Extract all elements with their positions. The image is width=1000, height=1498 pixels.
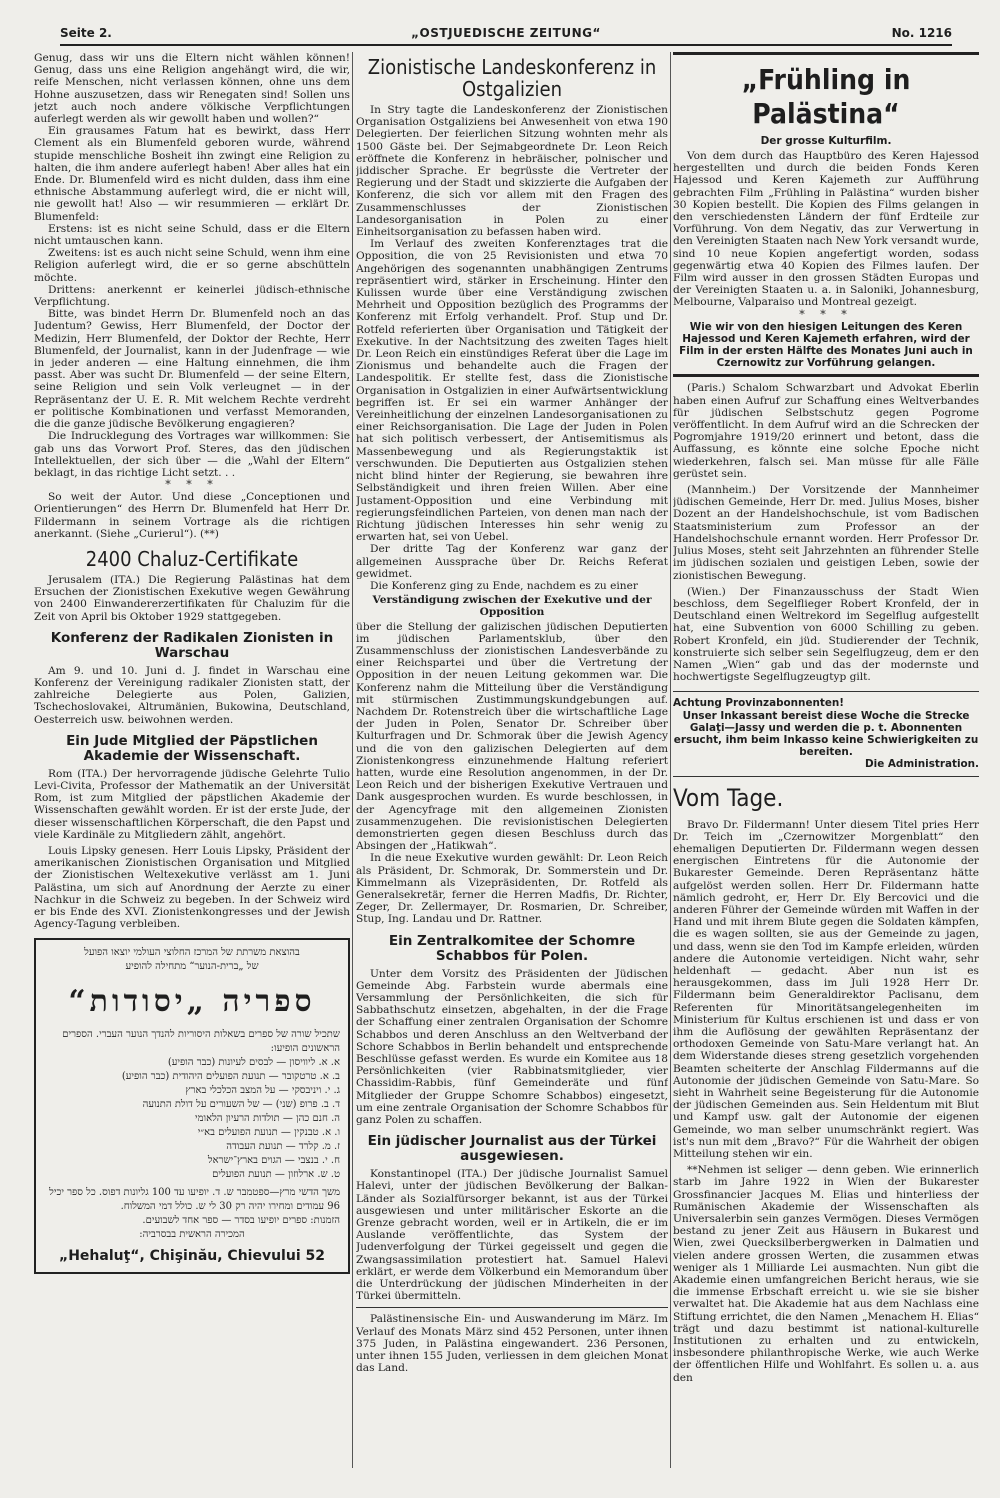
column-2 (356, 52, 668, 1472)
ad-footer: „Hehaluţ“, Chişinău, Chievului 52 (59, 1248, 325, 1265)
ad-item: ב. א. טרטקובר — תנועת הפועלים היהודית (כבר הופיע) (121, 1071, 340, 1083)
akademie-headline: Ein Jude Mitglied der Päpstlichen Akademie der Wissenschaft. (66, 732, 318, 764)
chaluz-text: Jerusalem (ITA.) Die Regierung Palästinas hat dem Ersuchen der Zionistischen Exekutive wegen Gewährung von 2400 Einwandererzertifikaten für Chaluzim für die Zeit von April bis Oktober 1929 stattgegeben. (34, 573, 350, 623)
ad-item: ד. ב. פרופ (שני) — של השעורים על דולת התנועה (142, 1099, 340, 1111)
film-note: Wie wir von den hiesigen Leitungen des Keren Hajessod und Keren Kajemeth erfahren, wird der Film in der ersten Hälfte des Monates Juni auch in Czernowitz zur Vorführung gelangen. (679, 320, 973, 370)
article-paragraph: Im Verlauf des zweiten Konferenztages trat die Opposition, die von 25 Revisionisten und etwa 70 Angehörigen des sogenannten unabhängigen Zentrums repräsentiert wird, stärker in Erscheinung. Hinter den Kulissen wurde über eine Verständigung zwischen Mehrheit und Opposition bezüglich des Programms der Konferenz mit Erfolg verhandelt. Prof. Stup und Dr. Rotfeld referierten über Organisation und Tätigkeit der Exekutive. In der Nachtsitzung des zweiten Tages hielt Dr. Leon Reich ein einstündiges Referat über die Lage im Zionismus und behandelte auch die Fragen der Landespolitik. Er stellte fest, dass die Zionistische Organisation in Ostgalizien in einer Aufwärtsentwicklung begriffen ist. Er sei ein warmer Anhänger der Vereinheitlichung der einzelnen Landesorganisationen zu einer Reichsorganisation. Die Lage der Juden in Polen hat sich politisch verbessert, der Antisemitismus als Massenbewegung und als Regierungstaktik ist verschwunden. Die Deputierten aus Ostgalizien stehen nicht blind hinter der Regierung, sie bewahren ihre Selbständigkeit und ihren freien Willen. Aber eine Justament-Opposition und eine Verbindung mit regierungsfeindlichen Parteien, von denen man nach der Richtung jüdischen Interesses hin sehr wenig zu erwarten hat, sei von Uebel. (356, 238, 668, 544)
tuerkei-text: Konstantinopel (ITA.) Der jüdische Journalist Samuel Halevi, unter der jüdischen Bevölkerung der Balkan-Länder als Sozialfürsorger bekannt, ist aus der Türkei ausgewiesen und unter militärischer Eskorte an die Grenze gebracht worden, weil er in Artikeln, die er im Auslande veröffentlichte, das System der Judenverfolgung der Türkei gegeisselt und gegen die Zwangsassimilation protestiert hat. Samuel Halevi erklärt, er werde dem Völkerbund ein Memorandum über die Unterdrückung der jüdischen Minderheiten in der Türkei übermitteln. (356, 1168, 668, 1303)
section-stars: * * * (165, 478, 219, 492)
article-paragraph: Bitte, was bindet Herrn Dr. Blumenfeld noch an das Judentum? Gewiss, Herr Blumenfeld, der Doctor der Medizin, Herr Blumenfeld, der Doktor der Rechte, Herr Blumenfeld, der Journalist, kann in der Judenfrage — wie in jeder anderen — eine Haltung einnehmen, die ihm passt. Aber was sucht Dr. Blumenfeld — der seine Eltern, seine Religion und sein Volk verleugnet — in der Repräsentanz der U. E. R. Mit welchem Rechte verdreht er politische Kombinationen und verfasst Memoranden, die die ganze jüdische Bevölkerung engagieren? (34, 308, 350, 431)
ad-title: ספריה „יסודות“ (68, 984, 316, 1020)
article-paragraph: Erstens: ist es nicht seine Schuld, dass er die Eltern nicht umtauschen kann. (34, 222, 350, 248)
newspaper-title: „OSTJUEDISCHE ZEITUNG“ (411, 26, 601, 40)
lipsky-text: Louis Lipsky genesen. Herr Louis Lipsky, Präsident der amerikanischen Zionistischen Organisation und Mitglied der Zionistischen Weltexekutive verlässt am 1. Juni Palästina, um sich auf Anordnung der Aerzte zu einer Nachkur in die Schweiz zu begeben. In der Schweiz wird er bis Ende des XVI. Zionistenkongresses und der Jewish Agency-Tagung verbleiben. (34, 844, 350, 931)
chaluz-headline: 2400 Chaluz-Certifikate (85, 546, 299, 571)
page-number: Seite 2. (60, 26, 112, 40)
ad-item: ח. י. בנצבי — הגוים בארץ־ישראל (207, 1155, 340, 1167)
inkasso-lead: Achtung Provinzabonnenten! (673, 697, 845, 710)
news-mannheim: (Mannheim.) Der Vorsitzende der Mannheimer jüdischen Gemeinde, Herr Dr. med. Julius Moses, bisher Dozent an der Handelshochschule, ist vom Badischen Staatsministerium zum Professor an der Handelshochschule ernannt worden. Herr Professor Dr. Julius Moses, steht seit Jahrzehnten an führender Stelle im jüdischen sozialen und geistigen Leben, sowie der zionistischen Bewegung. (673, 484, 979, 582)
film-text: Von dem durch das Hauptbüro des Keren Hajessod hergestellten und durch die beiden Fonds Keren Hajessod und Keren Kajemeth zur Aufführung gebrachten Film „Frühling in Palästina“ wurden bisher 30 Kopien bestellt. Die Kopien des Films gelangen in den verschiedensten Ländern der fünf Erdteile zur Vorführung. Von dem Negativ, das zur Verwertung in den Vereinigten Staaten nach New York versandt wurde, sind 10 neue Kopien angefertigt worden, sodass gegenwärtig etwa 40 Kopien des Filmes laufen. Der Film wird ausser in den grossen Städten Europas und der Vereinigten Staaten u. a. in Saloniki, Johannesburg, Melbourne, Valparaiso und Montreal gezeigt. (673, 150, 979, 309)
ad-item: ה. חנם כהן — תולדות הרעיון הלאומי (195, 1113, 340, 1125)
ad-intro: שתכיל שורה של ספרים בשאלות היסוריות להנדך הנוער העברי. הספרים הראשונים הופיעו: (62, 1029, 340, 1055)
ad-item: ו. א. טבנקין — תנועת הפועלים בא״י (197, 1127, 340, 1139)
vom-tage-paragraph: Bravo Dr. Fildermann! Unter diesem Titel pries Herr Dr. Teich im „Czernowitzer Morgenblatt“ den ehemaligen Deputierten Dr. Fildermann wegen dessen energischen Eintretens für die Autonomie der Bukarester Gemeinde. Deren Repräsentanz hätte aufgelöst werden sollen. Herr Dr. Fildermann hatte nämlich gedroht, er, Herr Dr. Ely Bercovici und die anderen Führer der Gemeinde würden mit Waffen in der Hand und mit ihrem Blute gegen die Soldaten kämpfen, die es wagen sollten, sie aus der Gemeinde zu jagen, und dass, wenn sie den Tod im Kampfe erleiden, würden andere die Autonomie verteidigen. Nicht wahr, sehr heldenhaft — gedacht. Aber nun ist es herausgekommen, dass im Juli 1928 Herr Dr. Fildermann beim Generaldirektor Paclisanu, dem Referenten für Minoritätsangelegenheiten im Ministerium für Kultus erschienen ist und dass er von ihm die Auflösung der gewählten Repräsentanz der orthodoxen Gemeinde von Satu-Mare verlangt hat. An dem Widerstande dieses streng gesetzlich vorgehenden Beamten scheiterte der Anschlag Fildermanns auf die Autonomie der jüdischen Gemeinde von Satu-Mare. So sieht in Wahrheit seine Begeisterung für die Autonomie der jüdischen Gemeinden aus. Sein Heldentum mit Blut und Kampf usw. galt der Autonomie der eigenen Gemeinde, wo man selber unumschränkt regiert. Was ist's nun mit dem „Bravo?“ Für die Wahrheit der obigen Mitteilung stehen wir ein. (673, 818, 979, 1161)
article-paragraph: Die Indrucklegung des Vortrages war willkommen: Sie gab uns das Vorwort Prof. Steres, das den jüdischen Intellektuellen, der sich über — die „Wahl der Eltern“ beklagt, in das richtige Licht setzt. . . (34, 430, 350, 479)
film-subtitle: Der grosse Kulturfilm. (760, 135, 892, 147)
ad-orders: הזמנות: ספרים יופיעו בסדר — ספר אחד לשבועים. (142, 1215, 340, 1227)
hehalut-advertisement (34, 938, 350, 1274)
schomre-headline: Ein Zentralkomitee der Schomre Schabbos für Polen. (388, 932, 636, 964)
article-paragraph: über die Stellung der galizischen jüdischen Deputierten im jüdischen Parlamentsklub, über den Zusammenschluss der zionistischen Landesverbände zu einer Reichspartei und über die Vertretung der Opposition in der neuen Leitung gekommen war. Die Konferenz nahm die Mitteilung über die Verständigung mit stürmischen Zustimmungskundgebungen auf. Nachdem Dr. Rotenstreich über die wirtschaftliche Lage der Juden in Polen, Senator Dr. Schreiber über Kulturfragen und Dr. Schmorak über die Jewish Agency und die von den galizischen Delegierten auf dem Zionistenkongress einzunehmende Haltung referiert hatten, wurde eine Resolution angenommen, in der Dr. Leon Reich und der bisherigen Exekutive Vertrauen und Dank ausgesprochen wurden. Es wurde beschlossen, in der Agencyfrage mit den allgemeinen Zionisten zusammenzugehen. Die revisionistischen Delegierten demonstrierten gegen diesen Beschluss durch das Absingen der „Hatikwah“. (356, 620, 668, 853)
landeskonferenz-headline: Zionistische Landeskonferenz in Ostgalizien (367, 55, 657, 101)
article-paragraph: Die Konferenz ging zu Ende, nachdem es zu einer (370, 579, 638, 592)
article-paragraph: Ein grausames Fatum hat es bewirkt, dass Herr Clement als ein Blumenfeld geboren wurde, während stupide menschliche Bosheit ihn zwingt eine Religion zu halten, die ihm andere auferlegt haben! Aber alles hat ein Ende. Dr. Blumenfeld wird es nicht dulden, dass ihm eine ethnische Abstammung auferlegt wird, die er nicht will, nie gewollt hat! Also — wir resummieren — erklärt Dr. Blumenfeld: (34, 125, 350, 223)
ad-address: המכירה הראשית בבסרביה: (139, 1229, 245, 1241)
article-paragraph: In die neue Exekutive wurden gewählt: Dr. Leon Reich als Präsident, Dr. Schmorak, Dr. Sommerstein und Dr. Kimmelmann als Vizepräsidenten, Dr. Rotfeld als Generalsekretär, ferner die Herren Madfis, Dr. Richter, Zeger, Dr. Zellermayer, Dr. Rosmarien, Dr. Schreiber, Stup, Ing. Landau und Dr. Rattner. (356, 852, 668, 926)
ad-top-line: בהוצאת משרתת של המרכז החלוצי העולמי יוצאו הפועל (84, 947, 300, 959)
auswanderung-text: Palästinensische Ein- und Auswanderung im März. Im Verlauf des Monats März sind 452 Personen, unter ihnen 375 Juden, in Palästina eingewandert. 236 Personen, unter ihnen 155 Juden, verliessen in dem gleichen Monat das Land. (356, 1313, 668, 1375)
column-divider (352, 52, 353, 1468)
vom-tage-headline: Vom Tage. (673, 783, 784, 812)
column-3 (673, 52, 979, 1472)
vom-tage-paragraph: **Nehmen ist seliger — denn geben. Wie erinnerlich starb im Jahre 1922 in Wien der Bukarester Grossfinancier Jacques M. Elias und hinterliess der Rumänischen Akademie der Wissenschaften als Universalerbin sein ganzes Vermögen. Dieses Vermögen bestand zu jener Zeit aus Häusern in Bukarest und Wien, zwei Quecksilberbergwerken in Dalmatien und vielen andere grossen Werten, die zusammen etwas weniger als 1 Milliarde Lei ausmachten. Nun gibt die Akademie einen umfangreichen Bericht heraus, wie sie die immense Erbschaft erreicht u. wie sie sie bisher verwaltet hat. Die Akademie hat aus dem Nachlass eine Stiftung errichtet, die den Namen „Menachem H. Elias“ trägt und dazu bestimmt ist national-kulturelle Institutionen zu erhalten und zu entwickeln, insbesondere philanthropische Werke, wie auch Werke der öffentlichen Hilfe und Wohlfahrt. Es sollen u. a. aus den (673, 1164, 979, 1384)
article-paragraph: Der dritte Tag der Konferenz war ganz der allgemeinen Aussprache über Dr. Reichs Referat gewidmet. (356, 543, 668, 580)
column-divider (670, 52, 671, 1468)
akademie-text: Rom (ITA.) Der hervorragende jüdische Gelehrte Tulio Levi-Civita, Professor der Mathematik an der Universität Rom, ist zum Mitglied der päpstlichen Akademie der Wissenschaften gewählt worden. Er ist der erste Jude, der dieser wissenschaftlichen Körperschaft, die den Papst und viele Kardinäle zu Mitgliedern zählt, angehört. (34, 767, 350, 841)
ad-top-line: של „ברית-הנוער“ מתחילה להופיע (125, 961, 259, 973)
tuerkei-headline: Ein jüdischer Journalist aus der Türkei ausgewiesen. (367, 1133, 657, 1165)
ad-item: ט. ש. ארלוזון — תנועת הפועלים (212, 1169, 340, 1181)
section-stars: * * * (799, 307, 853, 321)
news-wien: (Wien.) Der Finanzausschuss der Stadt Wien beschloss, dem Segelflieger Robert Kronfeld, der in Deutschland einen Weltrekord im Segelflug aufgestellt hat, eine Subvention von 6000 Schilling zu geben. Robert Kronfeld, ein jüd. Studierender der Technik, konstruierte sich selber sein Segelflugzeug, dem er den Namen „Wien“ gab und das der modernste und hochwertigste Segelflugzeugtyp gilt. (673, 585, 979, 684)
article-paragraph: Zweitens: ist es auch nicht seine Schuld, wenn ihm eine Religion auferlegt wird, die er so gerne abschütteln möchte. (34, 247, 350, 284)
inkasso-sign: Die Administration. (865, 758, 979, 771)
schomre-text: Unter dem Vorsitz des Präsidenten der Jüdischen Gemeinde Abg. Farbstein wurde abermals eine Versammlung der Persönlichkeiten, die sich für Sabbathschutz einsetzen, abgehalten, in der die Frage der Schaffung einer zentralen Organisation der Schomre Schabbos und deren Anschluss an den Weltverband der Schore Schabbos in Berlin behandelt und entsprechende Beschlüsse gefasst werden. Es wurde ein Komitee aus 18 Persönlichkeiten (vier Rabbinatsmitglieder, vier Chassidim-Rabbis, fünf Gemeinderäte und fünf Mitglieder der Gruppe Schomre Schabbos) eingesetzt, um eine zentrale Organisation der Schomre Schabbos für ganz Polen zu schaffen. (356, 967, 668, 1127)
article-paragraph: So weit der Autor. Und diese „Conceptionen und Orientierungen“ des Herrn Dr. Blumenfeld hat Herr Dr. Fildermann in seinem Vortrage als die richtigen anerkannt. (Siehe „Curierul“). (**) (34, 491, 350, 540)
article-paragraph: Drittens: anerkennt er keinerlei jüdisch-ethnische Verpflichtung. (34, 283, 350, 309)
page-header (60, 26, 952, 46)
article-paragraph: Genug, dass wir uns die Eltern nicht wählen können! Genug, dass uns eine Religion angehängt wird, die wir, reife Menschen, nicht verlassen können, ohne uns dem Hohne auszusetzen, dass wir Renegaten sind! Sollen uns jetzt auch noch andere völkische Verpflichtungen auferlegt werden als wir gewollt haben und wollen?“ (34, 52, 350, 126)
ad-item: א. א. ליוויסון — לבסים לעיונות (כבר הופיע) (167, 1057, 340, 1069)
inkasso-text: Unser Inkassant bereist diese Woche die Strecke Galaţi—Jassy und werden die p. t. Abonnenten ersucht, ihm beim Inkasso keine Schwierigkeiten zu bereiten. (673, 709, 979, 759)
ad-item: ז. מ. קלרד — תנועת העבודה (226, 1141, 340, 1153)
film-headline: „Frühling in Palästina“ (741, 63, 911, 130)
article-bold-line: Verständigung zwischen der Exekutive und der Opposition (372, 594, 652, 619)
article-paragraph: In Stry tagte die Landeskonferenz der Zionistischen Organisation Ostgaliziens bei Anwesenheit von etwa 190 Delegierten. Der feierlichen Sitzung wohnten mehr als 1500 Gäste bei. Der Sejmabgeordnete Dr. Leon Reich eröffnete die Konferenz in hebräischer, polnischer und jiddischer Sprache. Er begrüsste die Vertreter der Regierung und der Stadt und skizzierte die Aufgaben der Konferenz, die sich vor allem mit den Fragen des Zusammenschlusses der Zionistischen Landesorganisation in Polen zu einer Einheitsorganisation zu befassen haben wird. (356, 104, 668, 239)
column-1 (34, 52, 350, 1472)
ad-note: משך הדשי מרץ—ספטמבר ש. ד. יופיעו עד 100 גליונות דפוס. כל ספר יכיל 96 עמודים ומחירו יהיה רק 30 לי ש. כולל דמי המשלוח. (49, 1187, 340, 1213)
ad-item: ג. י. ויניבסקי — על המצב הכלכלי בארץ (185, 1085, 340, 1097)
warschau-headline: Konferenz der Radikalen Zionisten in Warschau (50, 629, 334, 661)
news-paris: (Paris.) Schalom Schwarzbart und Advokat Eberlin haben einen Aufruf zur Schaffung eines Weltverbandes für jüdischen Selbstschutz gegen Pogrome veröffentlicht. In dem Aufruf wird an die Schrecken der Pogromjahre 1919/20 erinnert und betont, dass die Auffassung, es könnte eine solche Epoche nicht wiederkehren, falsch sei. Man müsse für alle Fälle gerüstet sein. (673, 382, 979, 480)
issue-number: No. 1216 (891, 26, 952, 40)
warschau-text: Am 9. und 10. Juni d. J. findet in Warschau eine Konferenz der Vereinigung radikaler Zionisten statt, der zahlreiche Delegierte aus Polen, Galizien, Tschechoslovakei, Altrumänien, Bukowina, Deutschland, Oesterreich usw. beiwohnen werden. (34, 664, 350, 726)
